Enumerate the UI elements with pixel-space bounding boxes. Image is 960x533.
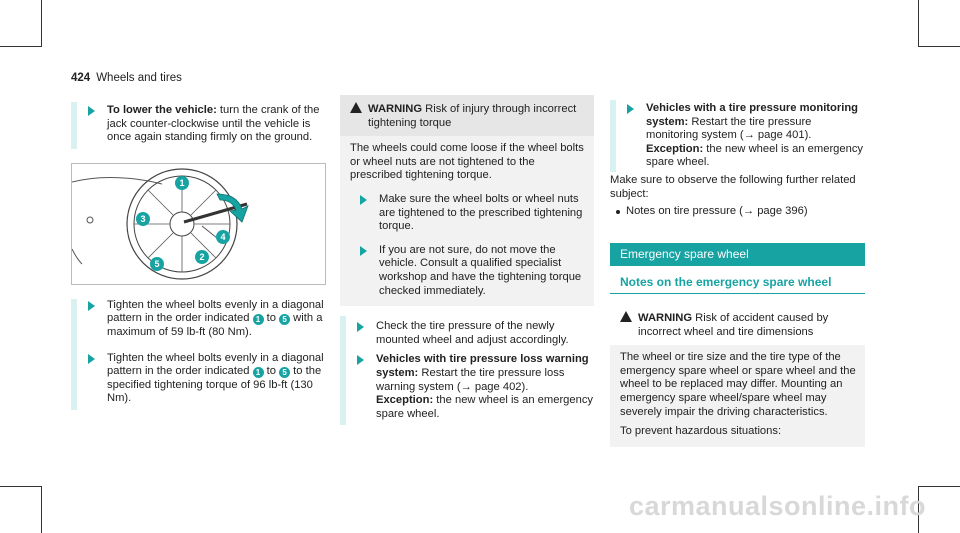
step-lower-vehicle (71, 102, 326, 149)
callout-3: 3 (136, 212, 150, 226)
callout-5-inline: 5 (279, 314, 290, 325)
callout-1-inline: 1 (253, 314, 264, 325)
warning-text: The wheel or tire size and the tire type of the emergency spare wheel or spare wheel and the wheel to be replaced may differ. Mounting an emergency spare wheel/spare wheel may severely impair the driving characteristics. (620, 351, 856, 418)
callout-4: 4 (216, 230, 230, 244)
wheel-figure (71, 163, 326, 285)
wheel-illustration (72, 164, 325, 284)
callout-5: 5 (150, 257, 164, 271)
step-arrow-icon (88, 301, 95, 311)
step-arrow-icon (360, 246, 367, 256)
step-text: to the specified tightening torque of 96 lb-ft (130 Nm). (107, 365, 322, 405)
callout-5-inline: 5 (279, 367, 290, 378)
step-text: If you are not sure, do not move the vehicle. Consult a qualified specialist workshop and have the tightening torque checked immediately. (379, 243, 582, 297)
column-1 (71, 102, 326, 410)
watermark: carmanualsonline.info (628, 491, 926, 521)
step-text: to (263, 365, 280, 378)
step-text: Tighten the wheel bolts evenly in a diagonal pattern in the order indicated (107, 298, 324, 325)
exception-label: Exception: (646, 142, 704, 155)
warning-header (337, 95, 594, 136)
warning-body (340, 136, 594, 306)
crop-mark (918, 46, 960, 47)
step-tighten-1 (71, 299, 326, 344)
step-arrow-icon (88, 106, 95, 116)
crop-mark (918, 486, 960, 487)
callout-1-inline: 1 (253, 367, 264, 378)
related-link[interactable] (614, 205, 865, 219)
callout-1: 1 (175, 176, 189, 190)
crop-mark (0, 46, 42, 47)
warning-label: WARNING (368, 103, 423, 115)
exception-label: Exception: (376, 394, 434, 407)
step-check-pressure (340, 316, 594, 425)
step-text: to (263, 312, 280, 325)
warning-title: Risk of injury through incorrect tightening torque (368, 103, 577, 129)
step-text: Tighten the wheel bolts evenly in a diagonal pattern in the order indicated (107, 351, 324, 378)
step-text: with a maximum of 59 lb-ft (80 Nm). (107, 312, 323, 338)
step-tpms (610, 100, 865, 172)
step-arrow-icon (357, 322, 364, 332)
column-2 (337, 95, 594, 425)
subsection-heading: Notes on the emergency spare wheel (610, 276, 865, 294)
warning-title: Risk of accident caused by incorrect wheel and tire dimensions (638, 311, 829, 338)
warning-step (360, 244, 586, 298)
step-text: Check the tire pressure of the newly mounted wheel and adjust accordingly. (376, 320, 569, 346)
step-arrow-icon (627, 104, 634, 114)
step-bold: Vehicles with a tire pressure monitoring system: (646, 102, 858, 128)
warning-box-torque (337, 95, 594, 306)
section-title: Wheels and tires (96, 72, 182, 84)
crop-mark (41, 0, 42, 47)
step-text: Make sure the wheel bolts or wheel nuts are tightened to the prescribed tightening torque. (379, 192, 583, 233)
step-tighten-2 (71, 344, 326, 410)
page-header (71, 72, 182, 86)
crop-mark (918, 0, 919, 47)
crop-mark (0, 486, 42, 487)
step-bold: Vehicles with tire pressure loss warning system: (376, 353, 589, 379)
step-text: turn the crank of the jack counter-clockwise until the vehicle is once again standing firmly on the ground. (107, 104, 320, 144)
step-arrow-icon (88, 354, 95, 364)
section-banner: Emergency spare wheel (610, 243, 865, 267)
step-arrow-icon (357, 355, 364, 365)
warning-icon: ! (620, 311, 632, 322)
callout-2: 2 (195, 250, 209, 264)
related-note: Make sure to observe the following further related subject: (610, 173, 856, 200)
warning-icon: ! (350, 102, 362, 113)
step-bold: To lower the vehicle: (107, 104, 217, 116)
related-link-text[interactable]: Notes on tire pressure (→ page 396) (626, 205, 808, 218)
column-3 (607, 100, 865, 447)
warning-box-spare (607, 304, 865, 447)
step-text: Restart the tire pressure loss warning system (→ page 402). (376, 366, 565, 393)
exception-text: the new wheel is an emergency spare wheel. (646, 142, 864, 169)
warning-text: The wheels could come loose if the wheel bolts or wheel nuts are not tightened to the prescribed tightening torque. (350, 142, 584, 182)
warning-label: WARNING (638, 311, 693, 324)
warning-body (610, 345, 865, 447)
crop-mark (41, 486, 42, 533)
step-arrow-icon (360, 195, 367, 205)
exception-text: the new wheel is an emergency spare wheel. (376, 394, 594, 420)
page-number: 424 (71, 72, 91, 84)
step-text: Restart the tire pressure monitoring system (→ page 401). (646, 115, 812, 142)
warning-step (360, 193, 586, 234)
warning-text: To prevent hazardous situations: (620, 425, 782, 438)
warning-header (607, 304, 865, 345)
